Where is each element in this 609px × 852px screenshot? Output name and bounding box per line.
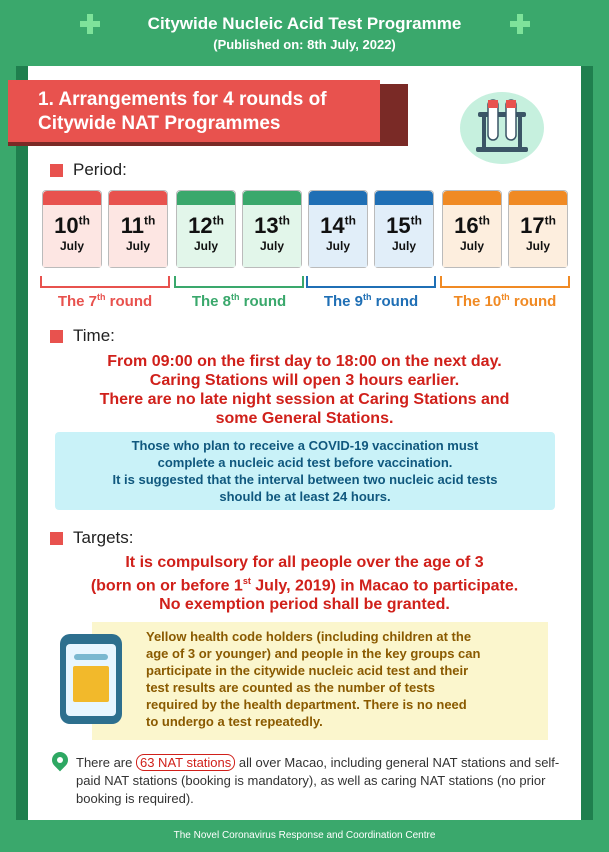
page-title: Citywide Nucleic Acid Test Programme: [147, 14, 462, 33]
calendar-date: 16th: [454, 213, 490, 238]
round-label: The 8th round: [191, 292, 287, 310]
calendar-month: July: [259, 239, 284, 253]
round-bracket: [40, 276, 170, 288]
published-date: (Published on: 8th July, 2022): [213, 37, 396, 52]
time-label: Time:: [50, 326, 115, 346]
targets-info: It is compulsory for all people over the age of 3 (born on or before 1st July, 2019) in Macao to participate. No exemption period shall be granted.: [30, 553, 579, 614]
calendar-day: [442, 190, 502, 268]
calendar-date: 12th: [188, 213, 224, 238]
period-label: Period:: [50, 160, 127, 180]
header-banner: [0, 0, 609, 58]
phone-health-code-icon: [60, 634, 122, 724]
calendar-header: [309, 191, 367, 205]
calendar-header: [109, 191, 167, 205]
vaccination-note: Those who plan to receive a COVID-19 vaccination must complete a nucleic acid test before vaccination. It is suggested that the interval between two nucleic acid tests should be at least 24 hours.: [55, 432, 555, 510]
calendar-header: [177, 191, 235, 205]
calendar-month: July: [525, 239, 550, 253]
calendar-header: [375, 191, 433, 205]
section-title: 1. Arrangements for 4 rounds of Citywide NAT Programmes: [8, 80, 380, 142]
round-label: The 7th round: [57, 292, 153, 310]
test-tube-rack-icon: [460, 92, 544, 164]
calendar-header: [509, 191, 567, 205]
stations-count-badge: 63 NAT stations: [136, 754, 235, 771]
calendar-date: 11th: [120, 213, 156, 238]
calendar-month: July: [59, 239, 84, 253]
calendar-date: 10th: [54, 213, 90, 238]
left-stripe: [16, 66, 28, 820]
calendar-month: July: [125, 239, 150, 253]
calendar-date: 17th: [520, 213, 556, 238]
calendar-day: [176, 190, 236, 268]
bullet-square-icon: [50, 164, 63, 177]
round-bracket: [174, 276, 304, 288]
calendar-day: [374, 190, 434, 268]
stations-info: There are 63 NAT stations all over Macao, including general NAT stations and self-paid NAT stations (booking is mandatory), as well as caring NAT stations (no prior booking is required).: [76, 755, 560, 806]
right-stripe: [581, 66, 593, 820]
calendar-day: [508, 190, 568, 268]
targets-birth-line: (born on or before 1st July, 2019) in Macao to participate.: [90, 576, 519, 595]
round-bracket: [440, 276, 570, 288]
calendar-month: July: [391, 239, 416, 253]
calendar-month: July: [193, 239, 218, 253]
round-label: The 10th round: [453, 292, 557, 310]
bullet-square-icon: [50, 532, 63, 545]
time-info: From 09:00 on the first day to 18:00 on the next day. Caring Stations will open 3 hours earlier. There are no late night session at Caring Stations and some General Stations.: [99, 353, 510, 427]
round-bracket: [306, 276, 436, 288]
calendar-header: [443, 191, 501, 205]
calendar-day: [108, 190, 168, 268]
yellow-code-note: Yellow health code holders (including children at the age of 3 or younger) and people in the key groups can participate in the citywide nucleic acid test and their test results are counted as the number of tests required by the health department. There is no need to undergo a test repeatedly.: [92, 622, 548, 740]
calendar-date: 14th: [320, 213, 356, 238]
round-label: The 9th round: [323, 292, 419, 310]
targets-label: Targets:: [50, 528, 133, 548]
calendar-header: [243, 191, 301, 205]
calendar-date: 13th: [254, 213, 290, 238]
calendar-month: July: [325, 239, 350, 253]
calendar-day: [308, 190, 368, 268]
calendar-header: [43, 191, 101, 205]
calendar-date: 15th: [386, 213, 422, 238]
bullet-square-icon: [50, 330, 63, 343]
calendar-day: [42, 190, 102, 268]
footer-text: The Novel Coronavirus Response and Coordination Centre: [0, 820, 609, 852]
calendar-day: [242, 190, 302, 268]
calendar-month: July: [459, 239, 484, 253]
medical-cross-icon: [510, 14, 530, 34]
